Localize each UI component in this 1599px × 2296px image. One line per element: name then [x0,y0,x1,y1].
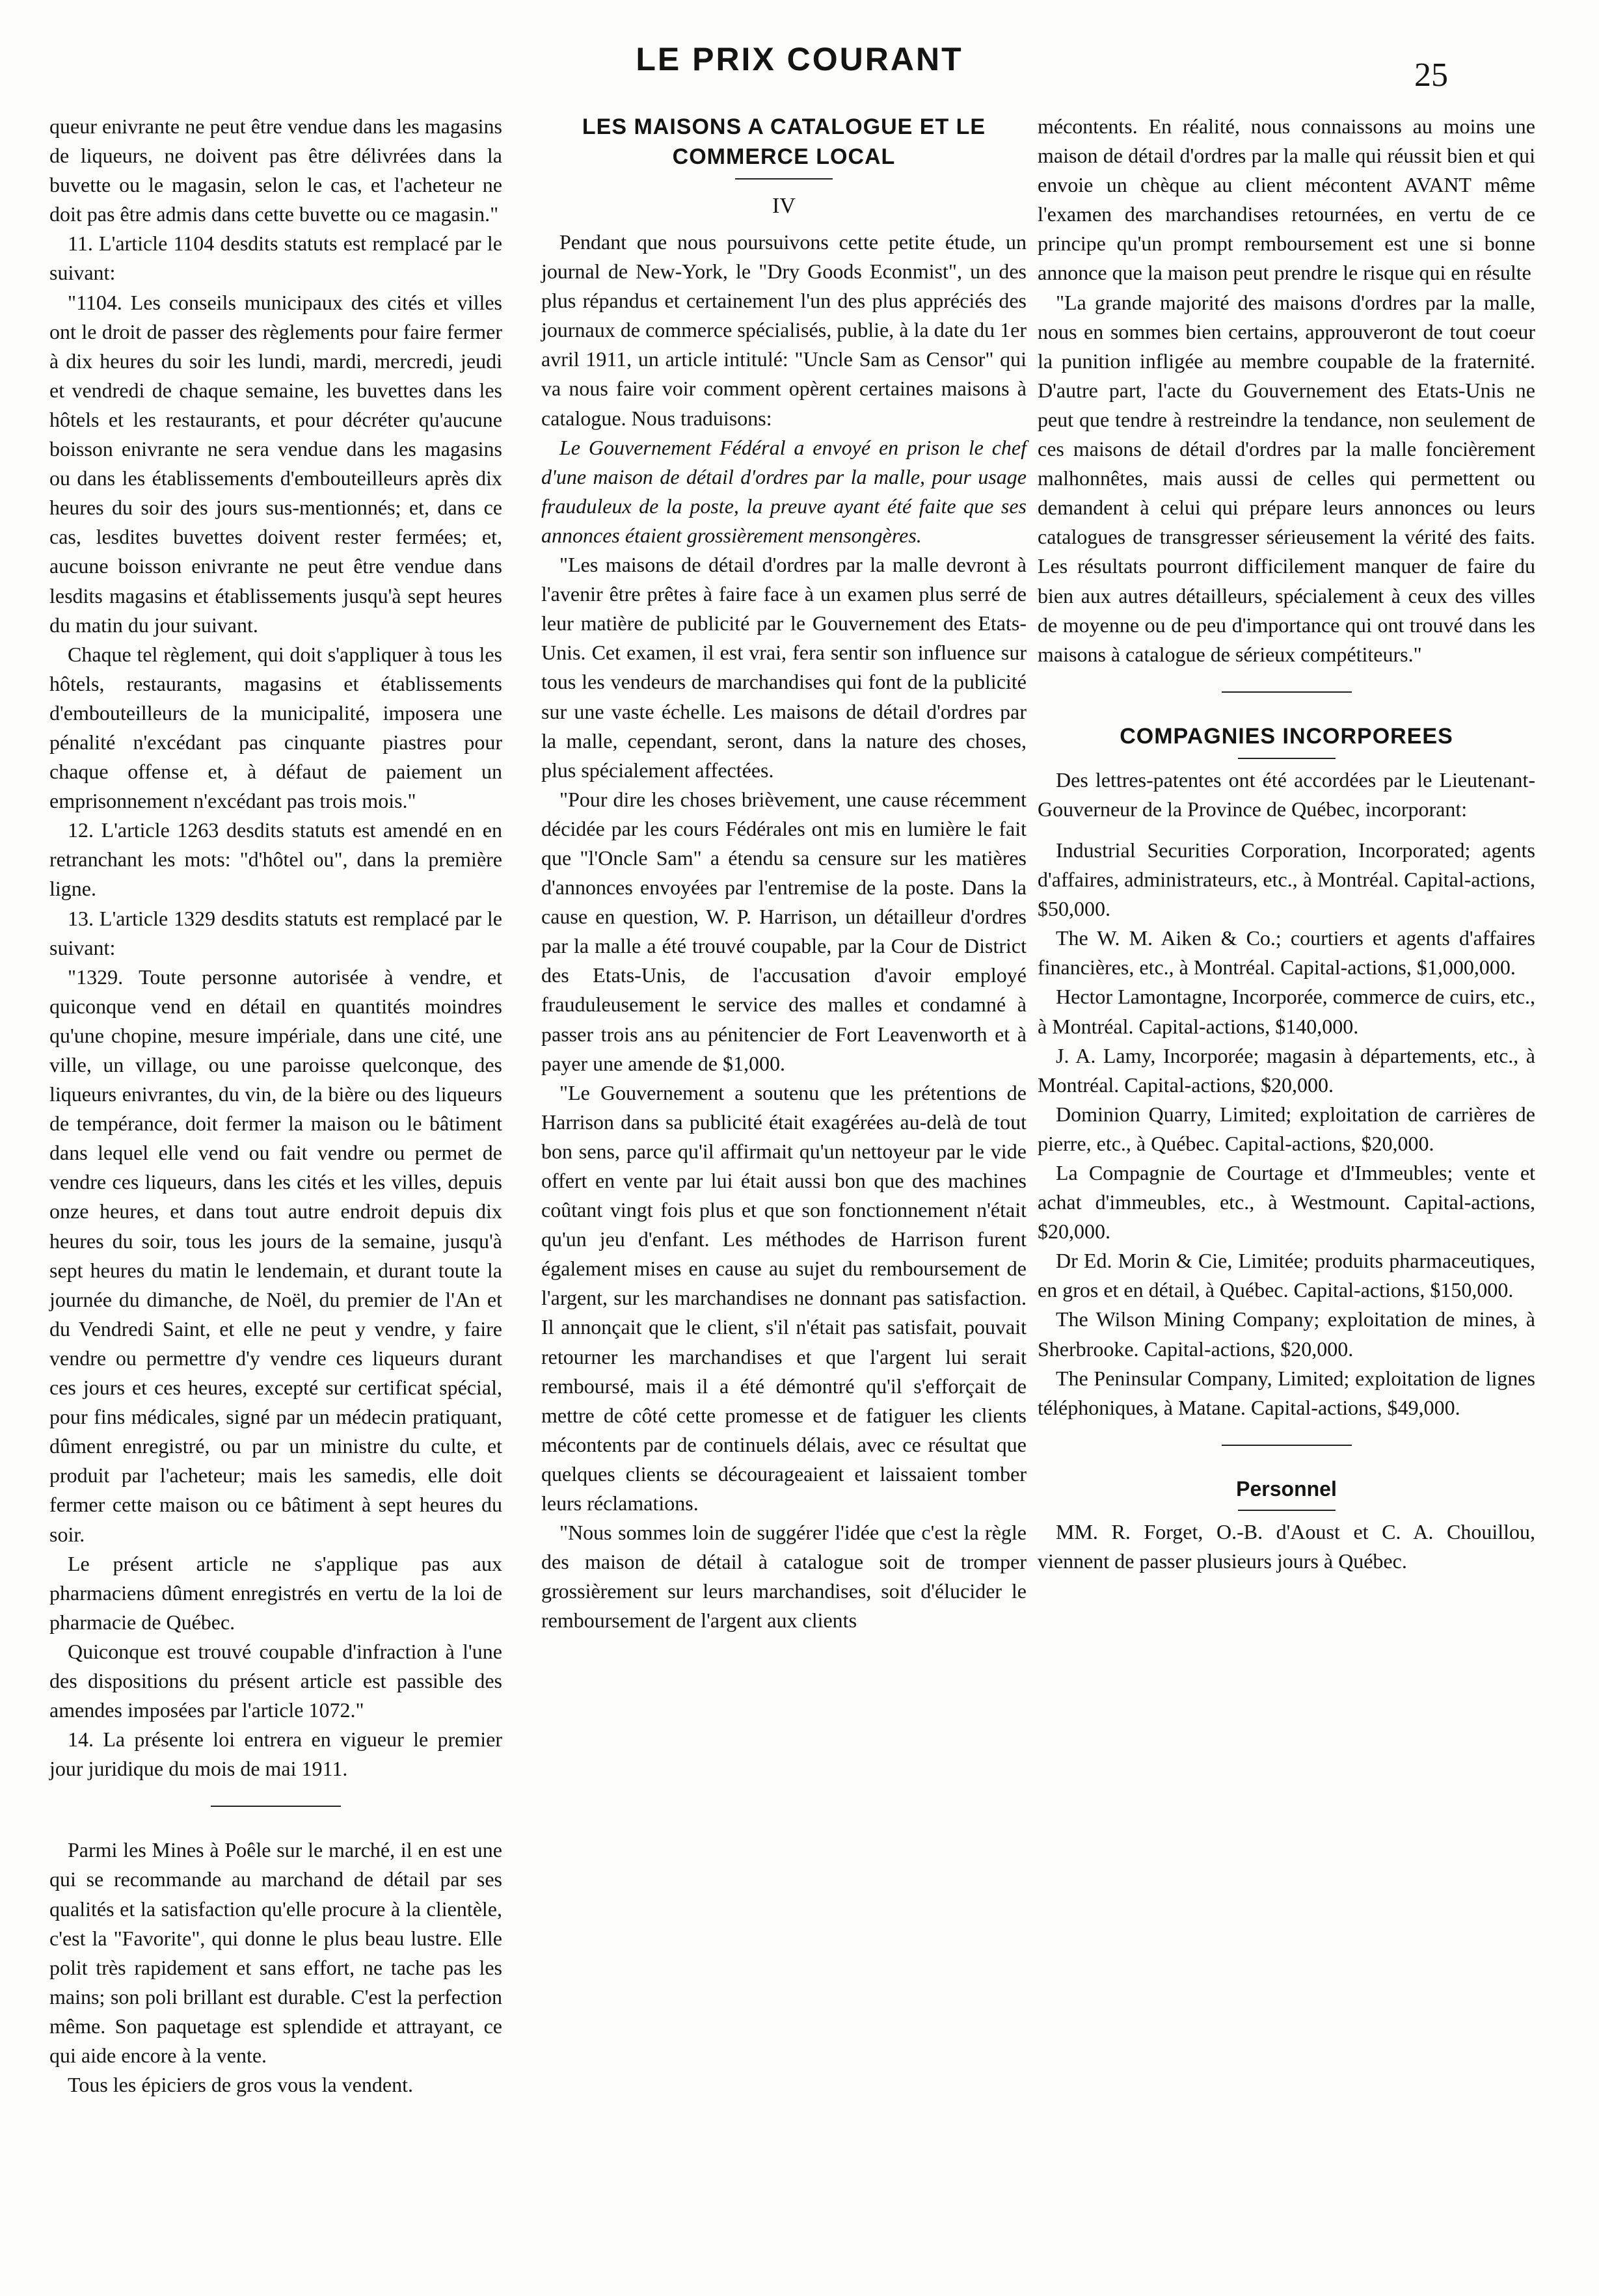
section-heading-personnel: Personnel [1236,1476,1337,1501]
paragraph: Tous les épiciers de gros vous la vendent. [68,2073,413,2097]
heading-divider [1238,1510,1336,1511]
paragraph: 13. L'article 1329 desdits statuts est remplacé par le suivant: [49,906,502,959]
paragraph: "Nous sommes loin de suggérer l'idée que c'est la règle des maison de détail à catalogue soit de tromper grossièrement sur leurs marchandises, soit d'élucider le remboursement de l'argent aux clients [541,1521,1027,1633]
paragraph: Chaque tel règlement, qui doit s'appliquer à tous les hôtels, restaurants, magasins et établissements d'embouteilleurs de la municipalité, imposera une pénalité n'excédant pas cinquante piastres pour chaque offense et, à défaut de paiement un emprisonnement n'excédant pas trois mois." [49,642,502,813]
masthead: LE PRIX COURANT [636,41,963,77]
paragraph: Pendant que nous poursuivons cette petite étude, un journal de New-York, le "Dry Goods Econmist", un des plus répandus et certainement l'un des plus appréciés des journaux de commerce spécialisés, publie, à la date du 1er avril 1911, un article intitulé: "Uncle Sam as Censor" qui va nous faire voir comment opèrent certaines maisons à catalogue. Nous traduisons: [541,230,1027,430]
paragraph: Parmi les Mines à Poêle sur le marché, il en est une qui se recommande au marchand de détail par ses qualités et la satisfaction qu'elle procure à la clientèle, c'est la "Favorite", qui donne le plus beau lustre. Elle polit très rapidement et sans effort, ne tache pas les mains; son poli brillant est durable. C'est la perfection même. Son paquetage est splendide et attrayant, ce qui aide encore à la vente. [49,1838,502,2067]
heading-divider [735,178,833,180]
section-heading-companies: COMPAGNIES INCORPOREES [1120,723,1453,749]
article-heading: LES MAISONS A CATALOGUE ET LE COMMERCE LOCAL [582,114,986,169]
column-right [1038,112,1535,1576]
section-divider [1222,1445,1352,1446]
section-divider [1222,691,1352,693]
paragraph: mécontents. En réalité, nous connaissons au moins une maison de détail d'ordres par la malle qui réussit bien et qui envoie un chèque au client mécontent AVANT même l'examen des marchandises retournées, en vertu de ce principe qu'un prompt remboursement est une si bonne annonce que la maison peut prendre le risque qui en résulte [1038,114,1535,285]
paragraph: Le présent article ne s'applique pas aux pharmaciens dûment enregistrés en vertu de la loi de pharmacie de Québec. [49,1551,502,1634]
page-number: 25 [1414,57,1448,94]
column-left [49,112,502,2100]
paragraph: Quiconque est trouvé coupable d'infraction à l'une des dispositions du présent article est passible des amendes imposées par l'article 1072." [49,1639,502,1722]
company-entry: The Wilson Mining Company; exploitation de mines, à Sherbrooke. Capital-actions, $20,000. [1038,1307,1535,1361]
paragraph: 11. L'article 1104 desdits statuts est remplacé par le suivant: [49,232,502,285]
company-entry: La Compagnie de Courtage et d'Immeubles; vente et achat d'immeubles, etc., à Westmount. Capital-actions, $20,000. [1038,1161,1535,1244]
paragraph: Des lettres-patentes ont été accordées par le Lieutenant-Gouverneur de la Province de Québec, incorporant: [1038,768,1535,821]
paragraph: "1104. Les conseils municipaux des cités et villes ont le droit de passer des règlements pour faire fermer à dix heures du soir les lundi, mardi, mercredi, jeudi et vendredi de chaque semaine, les buvettes dans les hôtels et les restaurants, et pour décréter qu'aucune boisson enivrante ne sera vendue dans les magasins ou dans les établissements d'embouteilleurs après dix heures du soir des jours sus-mentionnés; et, dans ce cas, lesdites buvettes doivent rester fermées; et, aucune boisson enivrante ne peut être vendue dans lesdits magasins et établissements jusqu'à sept heures du matin du jour suivant. [49,290,502,637]
company-entry: Industrial Securities Corporation, Incorporated; agents d'affaires, administrateurs, etc., à Montréal. Capital-actions, $50,000. [1038,838,1535,921]
company-entry: The Peninsular Company, Limited; exploitation de lignes téléphoniques, à Matane. Capital-actions, $49,000. [1038,1366,1535,1419]
paragraph-italic: Le Gouvernement Fédéral a envoyé en prison le chef d'une maison de détail d'ordres par la malle, pour usage frauduleux de la poste, la preuve ayant été faite que ses annonces étaient grossièrement mensongères. [541,435,1027,547]
section-divider [211,1806,341,1807]
paragraph: "1329. Toute personne autorisée à vendre, et quiconque vend en détail en quantités moindres qu'une chopine, mesure impériale, dans une cité, une ville, un village, ou une paroisse quelconque, des liqueurs enivrantes, du vin, de la bière ou des liqueurs de tempérance, doit fermer la maison ou le bâtiment dans lequel elle vend ou fait vendre ou permet de vendre ces liqueurs, dans les cités et les villes, depuis onze heures, et dans tout autre endroit depuis dix heures du soir, tous les jours de la semaine, jusqu'à sept heures du matin le lendemain, et durant toute la journée du dimanche, de Noël, du premier de l'An et du Vendredi Saint, et elle ne peut y vendre, y faire vendre ou permettre d'y vendre ces liqueurs durant ces jours et ces heures, excepté sur certificat spécial, pour fins médicales, signé par un médecin pratiquant, dûment enregistré, ou par un ministre du culte, et produit par l'acheteur; mais les samedis, elle doit fermer cette maison ou ce bâtiment à sept heures du soir. [49,965,502,1546]
company-entry: Dr Ed. Morin & Cie, Limitée; produits pharmaceutiques, en gros et en détail, à Québec. Capital-actions, $150,000. [1038,1249,1535,1302]
paragraph: MM. R. Forget, O.-B. d'Aoust et C. A. Chouillou, viennent de passer plusieurs jours à Québec. [1038,1519,1535,1573]
company-entry: The W. M. Aiken & Co.; courtiers et agents d'affaires financières, etc., à Montréal. Capital-actions, $1,000,000. [1038,926,1535,980]
paragraph: "Pour dire les choses brièvement, une cause récemment décidée par les cours Fédérales ont mis en lumière le fait que "l'Oncle Sam" a étendu sa censure sur les matières d'annonces envoyées par l'entremise de la poste. Dans la cause en question, W. P. Harrison, un détailleur d'ordres par la malle a été trouvé coupable, par la Cour de District des Etats-Unis, de l'accusation d'avoir employé frauduleusement le service des malles et condamné à passer trois ans au pénitencier de Fort Leavenworth et à payer une amende de $1,000. [541,787,1027,1075]
paragraph: "Le Gouvernement a soutenu que les prétentions de Harrison dans sa publicité était exagérées au-delà de tout bon sens, parce qu'il affirmait qu'un nettoyeur par le vide offert en vente par lui était aussi bon que des machines coûtant vingt fois plus et que son fonctionnement n'était qu'un jeu d'enfant. Les méthodes de Harrison furent également mises en cause au sujet du remboursement de l'argent, sur les marchandises ne donnant pas satisfaction. Il annonçait que le client, s'il n'était pas satisfait, pouvait retourner les marchandises et que l'argent lui serait remboursé, mais il a été démontré qu'il s'efforçait de mettre de côté cette promesse et de fatiguer les clients mécontents par de continuels délais, avec ce résultat que quelques clients se décourageaient et laissaient tomber leurs réclamations. [541,1080,1027,1515]
paragraph: "Les maisons de détail d'ordres par la malle devront à l'avenir être prêtes à faire face à un examen plus serré de leur matière de publicité par le Gouvernement des Etats-Unis. Cet examen, il est vrai, fera sentir son influence sur tous les vendeurs de marchandises qui font de la publicité sur une vaste échelle. Les maisons de détail d'ordres par la malle, cependant, seront, dans la nature des choses, plus spécialement affectées. [541,553,1027,782]
article-section-number: IV [772,194,796,218]
paragraph: "La grande majorité des maisons d'ordres par la malle, nous en sommes bien certains, approuveront de tout coeur la punition infligée au membre coupable de la fraternité. D'autre part, l'acte du Gouvernement des Etats-Unis ne peut que tendre à restreindre la tendance, non seulement de ces maisons de détail d'ordres par la malle foncièrement malhonnêtes, mais aussi de celles qui permettent ou demandent à celui qui prépare leurs annonces ou leurs catalogues de transgresser sérieusement la vérité des faits. Les résultats pourront difficilement manquer de faire du bien aux autres détailleurs, spécialement à ceux des villes de moyenne ou de peu d'importance qui ont trouvé dans les maisons à catalogue de sérieux compétiteurs." [1038,290,1535,666]
company-entry: Dominion Quarry, Limited; exploitation de carrières de pierre, etc., à Québec. Capital-actions, $20,000. [1038,1102,1535,1155]
paragraph: 12. L'article 1263 desdits statuts est amendé en en retranchant les mots: "d'hôtel ou", dans la première ligne. [49,818,502,901]
paragraph: 14. La présente loi entrera en vigueur le premier jour juridique du mois de mai 1911. [49,1728,502,1781]
company-entry: Hector Lamontagne, Incorporée, commerce de cuirs, etc., à Montréal. Capital-actions, $140,000. [1038,985,1535,1038]
paragraph: queur enivrante ne peut être vendue dans les magasins de liqueurs, ne doivent pas être délivrées dans la buvette ou le magasin, selon le cas, et l'acheteur ne doit pas être admis dans cette buvette ou ce magasin." [49,114,502,226]
company-entry: J. A. Lamy, Incorporée; magasin à départements, etc., à Montréal. Capital-actions, $20,000. [1038,1043,1535,1097]
heading-divider [1238,758,1336,759]
column-middle [541,112,1027,1636]
